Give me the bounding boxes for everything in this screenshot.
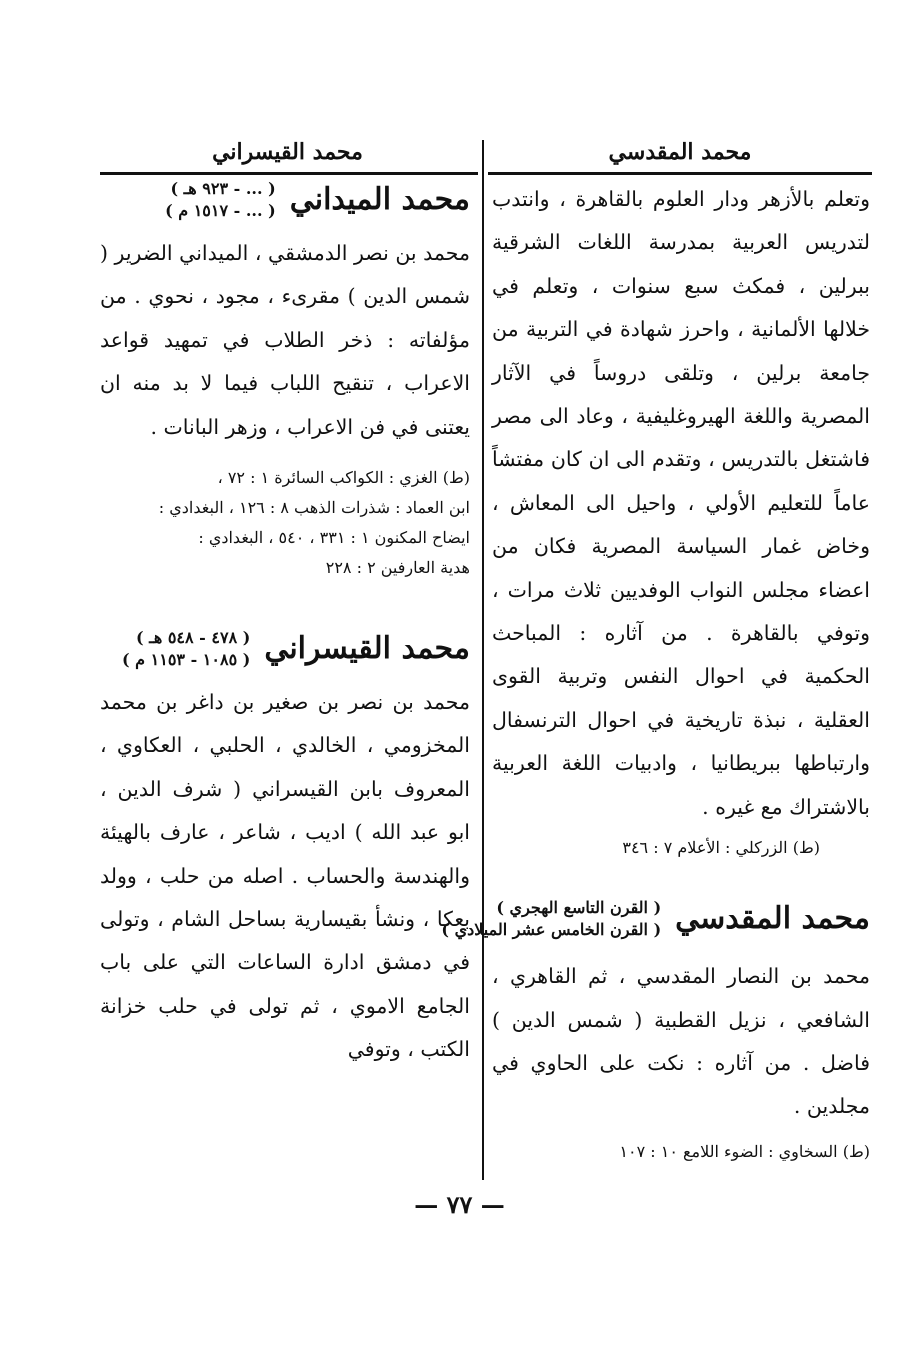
running-header-right: محمد المقدسي bbox=[608, 139, 752, 165]
continuation-citation: (ط) الزركلي : الأعلام ٧ : ٣٤٦ bbox=[622, 838, 820, 858]
dates-hijri: ( ٤٧٨ - ٥٤٨ هـ ) bbox=[135, 628, 251, 648]
dates-hijri: ( ... - ٩٢٣ هـ ) bbox=[170, 179, 276, 198]
dates-gregorian: ( ١٠٨٥ - ١١٥٣ م ) bbox=[122, 650, 251, 670]
entry-text-maqdisi: محمد بن النصار المقدسي ، ثم القاهري ، الشافعي ، نزيل القطبية ( شمس الدين ) فاضل . من آثاره : نكت على الحاوي في مجلدين . bbox=[492, 964, 870, 1119]
entry-name-qaysarani: محمد القيسراني bbox=[264, 631, 470, 667]
entry-dates-maqdisi bbox=[441, 897, 661, 941]
entry-name-maqdisi: محمد المقدسي bbox=[675, 901, 870, 937]
continuation-text: وتعلم بالأزهر ودار العلوم بالقاهرة ، وانتدب لتدريس العربية بمدرسة اللغات الشرقية ببرلين ، فمكث سبع سنوات ، وتعلم في خلالها الألمانية ، واحرز شهادة في التربية من جامعة برلين ، وتلقى دروساً في الآثار المصرية واللغة الهيروغليفية ، وعاد الى مصر فاشتغل بالتدريس ، وتقدم الى ان كان مفتشاً عاماً للتعليم الأولي ، واحيل الى المعاش ، وخاض غمار السياسة المصرية فكان من اعضاء مجلس النواب الوفديين ثلاث مرات ، وتوفي بالقاهرة . من آثاره : المباحث الحكمية في احوال النفس وتربية القوى العقلية ، نبذة تاريخية في احوال الترنسفال وارتباطها ببريطانيا ، وادبيات اللغة العربية بالاشتراك مع غيره . bbox=[492, 187, 870, 819]
column-divider bbox=[482, 140, 484, 1180]
left-column bbox=[100, 178, 470, 1072]
entry-citation-maydani bbox=[100, 463, 470, 583]
dates-hijri: ( القرن التاسع الهجري ) bbox=[496, 898, 662, 918]
entry-dates-qaysarani bbox=[122, 627, 250, 671]
citation-line: ايضاح المكنون ١ : ٣٣١ ، ٥٤٠ ، البغدادي : bbox=[198, 528, 470, 548]
entry-text-qaysarani: محمد بن نصر بن صغير بن داغر بن محمد المخزومي ، الخالدي ، الحلبي ، العكاوي ، المعروف بابن القيسراني ( شرف الدين ، ابو عبد الله ) اديب ، شاعر ، عارف بالهيئة والهندسة والحساب . اصله من حلب ، وولد بعكا ، ونشأ بقيسارية بساحل الشام ، وتولى في دمشق ادارة الساعات التي على باب الجامع الاموي ، ثم تولى في حلب خزانة الكتب ، وتوفي bbox=[100, 690, 470, 1062]
entry-heading-qaysarani bbox=[100, 627, 470, 671]
entry-text-maydani: محمد بن نصر الدمشقي ، الميداني الضرير ( شمس الدين ) مقرىء ، مجود ، نحوي . من مؤلفاته : ذخر الطلاب في تمهيد قواعد الاعراب ، تنقيح اللباب فيما لا بد منه ان يعتنى في فن الاعراب ، وزهر البانات . bbox=[100, 241, 470, 439]
entry-heading-maqdisi bbox=[441, 897, 870, 941]
dates-gregorian: ( ... - ١٥١٧ م ) bbox=[165, 201, 276, 220]
header-rule-left bbox=[100, 172, 478, 175]
running-header-left: محمد القيسراني bbox=[212, 139, 363, 165]
dates-gregorian: ( القرن الخامس عشر الميلادي ) bbox=[441, 920, 662, 940]
citation-line: ابن العماد : شذرات الذهب ٨ : ١٢٦ ، البغدادي : bbox=[158, 498, 470, 518]
entry-dates-maydani bbox=[165, 178, 276, 222]
header-rule-right bbox=[488, 172, 872, 175]
right-column bbox=[441, 178, 870, 1167]
entry-heading-maydani bbox=[100, 178, 470, 222]
entry-citation-maqdisi: (ط) السخاوي : الضوء اللامع ١٠ : ١٠٧ bbox=[619, 1141, 870, 1161]
citation-line: (ط) الغزي : الكواكب السائرة ١ : ٧٢ ، bbox=[217, 468, 470, 488]
entry-name-maydani: محمد الميداني bbox=[289, 182, 470, 217]
page-number: — ٧٧ — bbox=[414, 1190, 505, 1219]
citation-line: هدية العارفين ٢ : ٢٢٨ bbox=[325, 558, 470, 578]
